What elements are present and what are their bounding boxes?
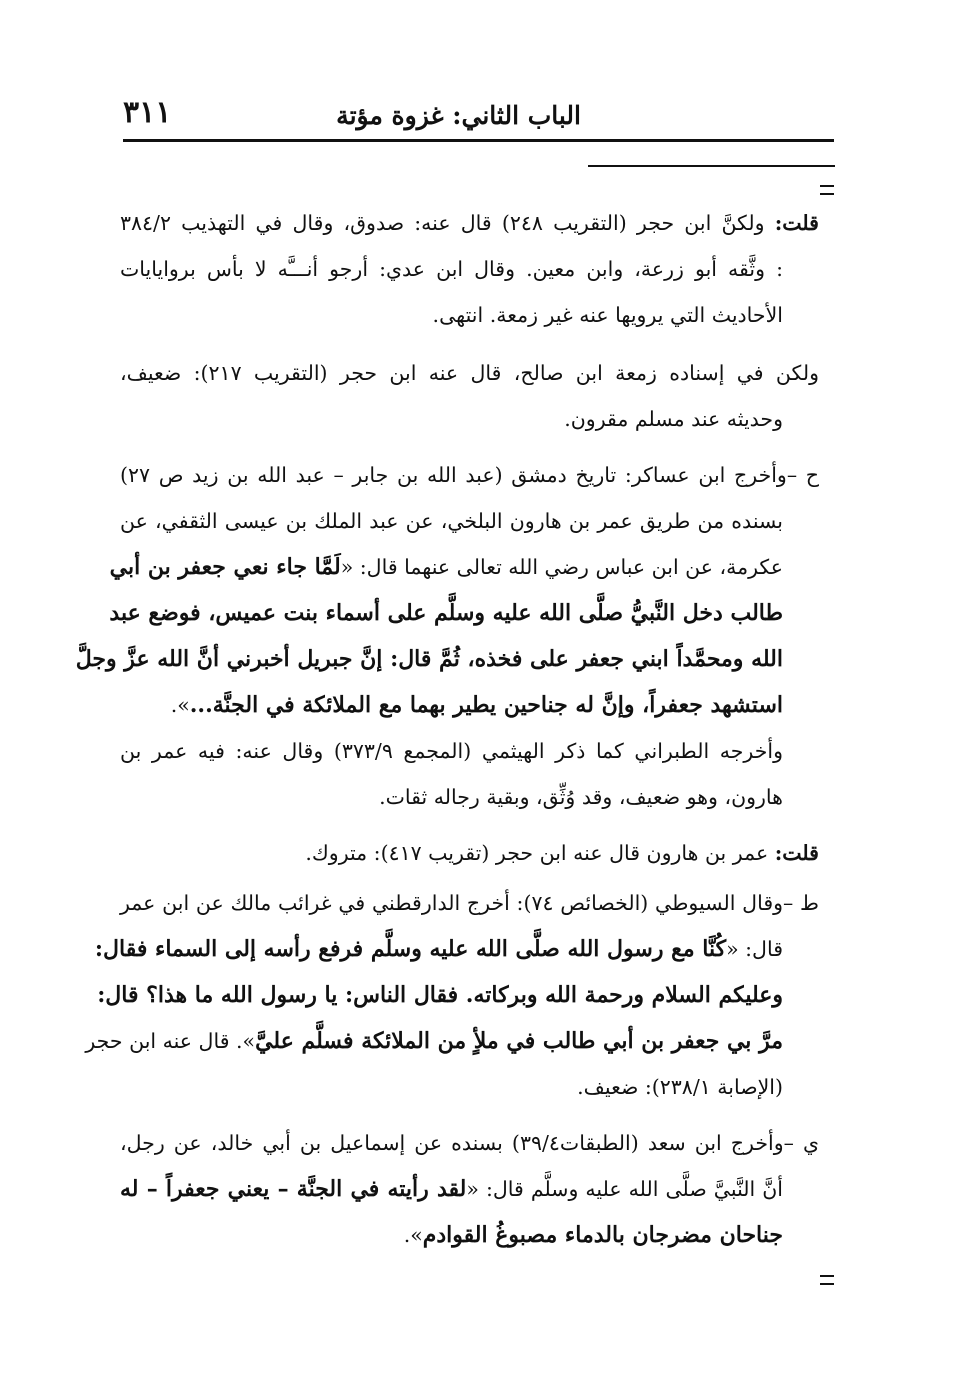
qult-label: قلت:: [774, 211, 819, 235]
text-line: جناحان مضرجان بالدماء مصبوغُ القوادم».: [403, 1222, 783, 1248]
hadith-text: جناحان مضرجان بالدماء مصبوغُ القوادم: [422, 1222, 783, 1248]
text-line: ط –وقال السيوطي (الخصائص ٧٤): أخرج الدارقطني في غرائب مالك عن ابن عمر: [120, 891, 819, 915]
text-line: قلت: عمر بن هارون قال عنه ابن حجر (تقريب ٤١٧): متروك.: [305, 841, 819, 865]
text-line: وأخرجه الطبراني كما ذكر الهيثمي (المجمع ٣٧٣/٩) وقال عنه: فيه عمر بن: [120, 739, 783, 763]
page-number: ٣١١: [123, 95, 172, 130]
hadith-text: الله ومحمَّداً ابني جعفر على فخذه، ثُمَّ قال: إنَّ جبريل أخبرني أنَّ الله عزَّ وجلَّ: [75, 646, 783, 672]
hadith-text: مرَّ بي جعفر بن أبي طالب في ملأٍ من الملائكة فسلَّم عليَّ: [255, 1028, 783, 1054]
text-line: : وثَّقه أبو زرعة، وابن معين. وقال ابن عدي: أرجو أنـــَّه لا بأس بروايايات: [120, 257, 783, 281]
text-line: الأحاديث التي يرويها عنه غير زمعة. انتهى.: [432, 303, 783, 327]
text-line: استشهد جعفراً، وإنَّ له جناحين يطير بهما مع الملائكة في الجنَّة...».: [170, 692, 783, 718]
header-rule: [123, 139, 834, 142]
text-line: قال: «كُنَّا مع رسول الله صلَّى الله عليه وسلَّم فرفع رأسه إلى السماء فقال:: [94, 936, 783, 962]
hadith-text: استشهد جعفراً، وإنَّ له جناحين يطير بهما مع الملائكة في الجنَّة...: [189, 692, 783, 718]
text-line: بسنده من طريق عمر بن هارون البلخي، عن عبد الملك بن عيسى الثقفي، عن: [120, 509, 783, 533]
header-rule-short: [588, 165, 835, 167]
item-ha: [75, 452, 819, 820]
text-line: مرَّ بي جعفر بن أبي طالب في ملأٍ من الملائكة فسلَّم عليَّ». قال عنه ابن حجر: [85, 1028, 783, 1054]
item-ya: [120, 1120, 819, 1258]
qult-paragraph-1: [120, 200, 819, 338]
text-line: وحديثه عند مسلم مقرون.: [564, 407, 783, 431]
text-line: (الإصابة ٢٣٨/١): ضعيف.: [577, 1075, 783, 1099]
text-line: قلت: ولكنَّ ابن حجر (التقريب ٢٤٨) قال عنه: صدوق، وقال في التهذيب ٣٨٤/٢: [120, 211, 819, 235]
lakin-paragraph: [120, 350, 819, 442]
hadith-text: لقد رأيته في الجنَّة – يعني جعفراً – له: [120, 1176, 467, 1202]
running-title: الباب الثاني: غزوة مؤتة: [336, 101, 581, 130]
text-line: ح –وأخرج ابن عساكر: تاريخ دمشق (عبد الله بن جابر – عبد الله بن زيد ص ٢٧): [120, 463, 819, 487]
qult-paragraph-2: [120, 830, 819, 876]
hadith-text: لَمَّا جاء نعي جعفر بن أبي: [109, 554, 341, 580]
hadith-text: وعليكم السلام ورحمة الله وبركاته. فقال الناس: يا رسول الله ما هذا؟ قال:: [97, 982, 783, 1008]
text-line: ي –وأخرج ابن سعد (الطبقات٣٩/٤) بسنده عن إسماعيل بن أبي خالد، عن رجل،: [120, 1131, 819, 1155]
text-line: عكرمة، عن ابن عباس رضي الله تعالى عنهما قال: «لَمَّا جاء نعي جعفر بن أبي: [109, 554, 783, 580]
item-ta: [85, 880, 819, 1110]
hadith-text: طالب دخل النَّبيُّ صلَّى الله عليه وسلَّم على أسماء بنت عميس، فوضع عبد: [109, 600, 783, 626]
text-line: أنَّ النَّبيَّ صلَّى الله عليه وسلَّم قال: «لقد رأيته في الجنَّة – يعني جعفراً – له: [120, 1176, 783, 1202]
continuation-mark-top: [820, 185, 834, 195]
hadith-text: كُنَّا مع رسول الله صلَّى الله عليه وسلَّم فرفع رأسه إلى السماء فقال:: [94, 936, 727, 962]
continuation-mark-bottom: [820, 1275, 834, 1285]
text-line: ولكن في إسناده زمعة ابن صالح، قال عنه ابن حجر (التقريب ٢١٧): ضعيف،: [120, 361, 819, 385]
text-line: هارون، وهو ضعيف، وقد وُثِّق، وبقية رجاله ثقات.: [379, 785, 783, 809]
qult-label: قلت:: [774, 841, 819, 865]
